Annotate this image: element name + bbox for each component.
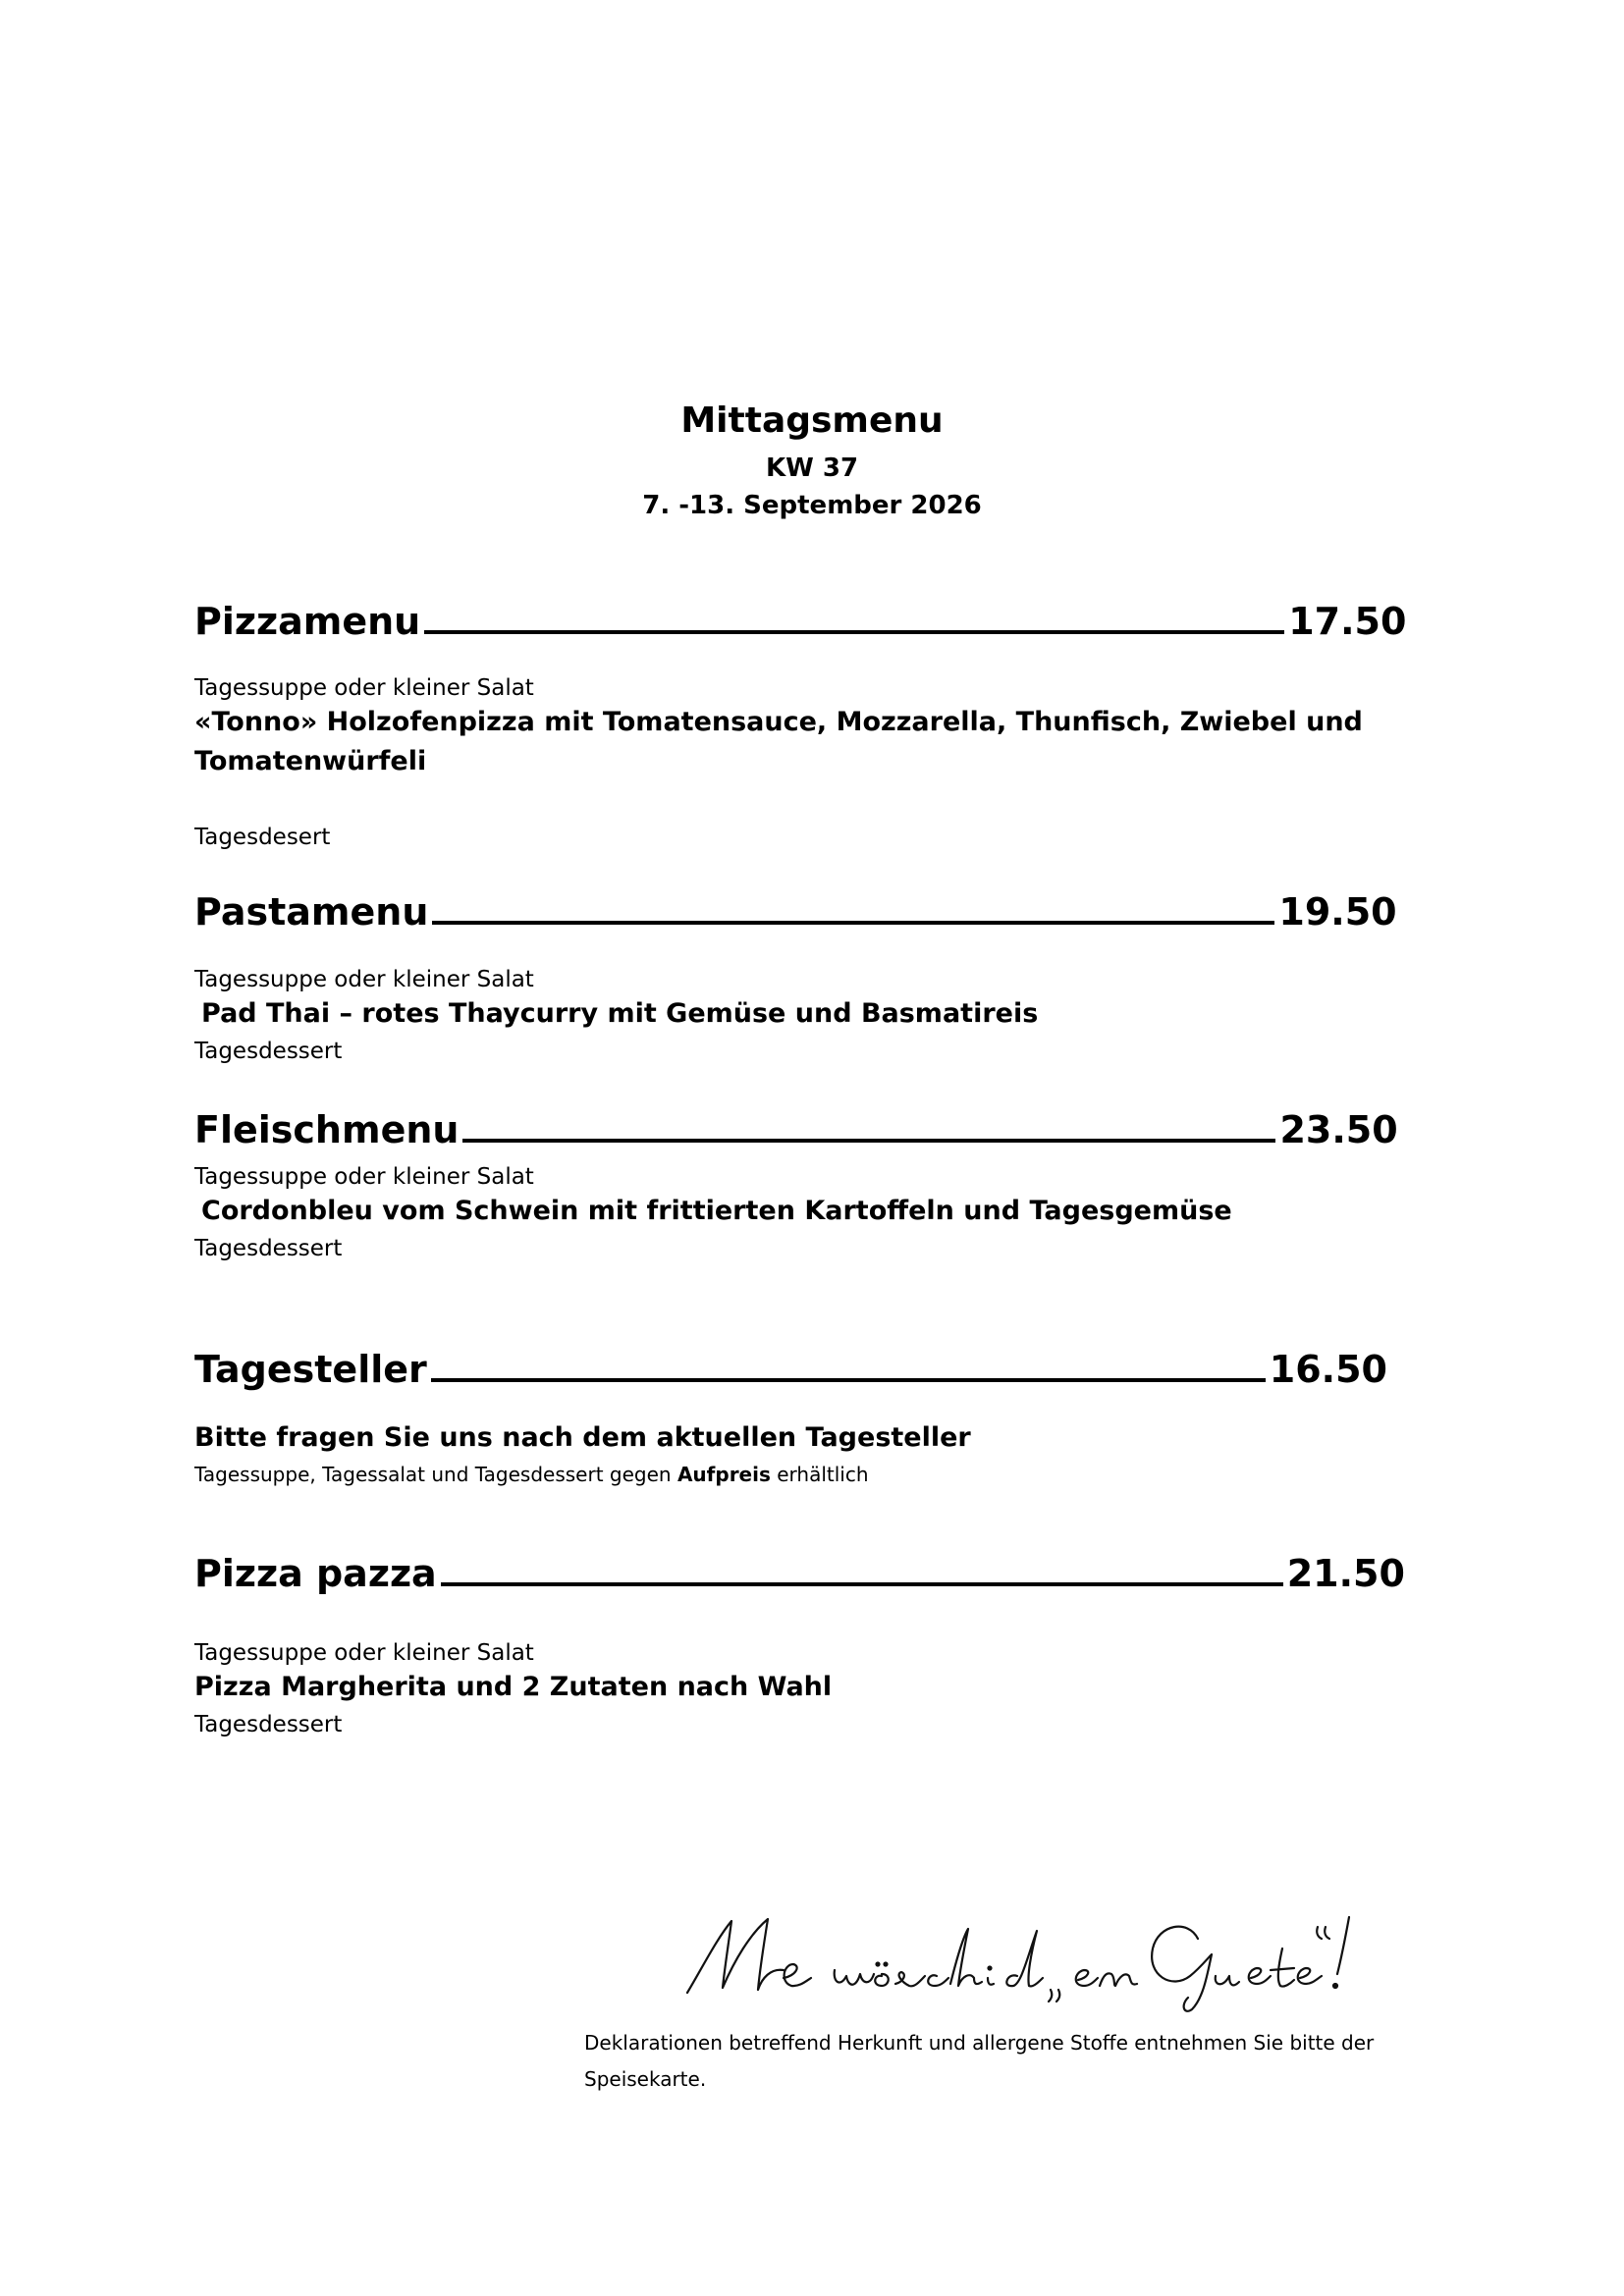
menu-starter: Tagessuppe oder kleiner Salat xyxy=(194,1640,534,1666)
calendar-week: KW 37 xyxy=(765,454,859,483)
menu-name: Fleischmenu xyxy=(194,1108,460,1151)
leader-line xyxy=(424,630,1284,634)
menu-price: 19.50 xyxy=(1278,890,1397,934)
leader-line xyxy=(441,1582,1283,1586)
menu-starter: Tagessuppe oder kleiner Salat xyxy=(194,967,534,992)
menu-dessert: Tagesdessert xyxy=(194,1712,343,1737)
menu-main-course: Cordonbleu vom Schwein mit frittierten Kartoffeln und Tagesgemüse xyxy=(201,1196,1232,1226)
menu-heading-pizzamenu xyxy=(194,599,1406,644)
menu-price: 21.50 xyxy=(1286,1552,1405,1595)
menu-heading-pizza-pazza xyxy=(194,1551,1405,1596)
menu-price: 23.50 xyxy=(1279,1108,1398,1151)
leader-line xyxy=(432,921,1274,925)
menu-dessert: Tagesdessert xyxy=(194,1236,343,1261)
handwritten-greeting xyxy=(677,1899,1365,2017)
leader-line xyxy=(431,1378,1266,1382)
menu-name: Tagesteller xyxy=(194,1348,427,1391)
surcharge-note-emphasis: Aufpreis xyxy=(677,1463,771,1486)
menu-price: 17.50 xyxy=(1288,600,1407,643)
menu-name: Pizza pazza xyxy=(194,1552,437,1595)
menu-main-course: Pad Thai – rotes Thaycurry mit Gemüse und Basmatireis xyxy=(201,998,1039,1029)
menu-heading-pastamenu xyxy=(194,889,1397,934)
menu-dessert: Tagesdesert xyxy=(194,825,331,850)
menu-main-course-cont: Tomatenwürfeli xyxy=(194,746,427,776)
menu-main-course: «Tonno» Holzofenpizza mit Tomatensauce, Mozzarella, Thunfisch, Zwiebel und xyxy=(194,707,1363,737)
allergen-declaration-note: Deklarationen betreffend Herkunft und allergene Stoffe entnehmen Sie bitte der Speisekarte. xyxy=(584,2031,1375,2091)
menu-heading-fleischmenu xyxy=(194,1107,1398,1152)
date-range: 7. -13. September 2026 xyxy=(642,491,982,520)
surcharge-note xyxy=(194,1463,869,1486)
menu-price: 16.50 xyxy=(1269,1348,1387,1391)
menu-starter: Tagessuppe oder kleiner Salat xyxy=(194,675,534,701)
surcharge-note-start: Tagessuppe, Tagessalat und Tagesdessert gegen xyxy=(194,1463,677,1486)
page-title: Mittagsmenu xyxy=(680,400,944,441)
menu-name: Pastamenu xyxy=(194,890,429,934)
menu-main-course: Bitte fragen Sie uns nach dem aktuellen Tagesteller xyxy=(194,1422,971,1453)
surcharge-note-end: erhältlich xyxy=(770,1463,869,1486)
menu-dessert: Tagesdessert xyxy=(194,1039,343,1064)
menu-heading-tagesteller xyxy=(194,1347,1387,1392)
leader-line xyxy=(462,1139,1275,1143)
menu-name: Pizzamenu xyxy=(194,600,421,643)
menu-starter: Tagessuppe oder kleiner Salat xyxy=(194,1164,534,1190)
menu-main-course: Pizza Margherita und 2 Zutaten nach Wahl xyxy=(194,1672,833,1702)
